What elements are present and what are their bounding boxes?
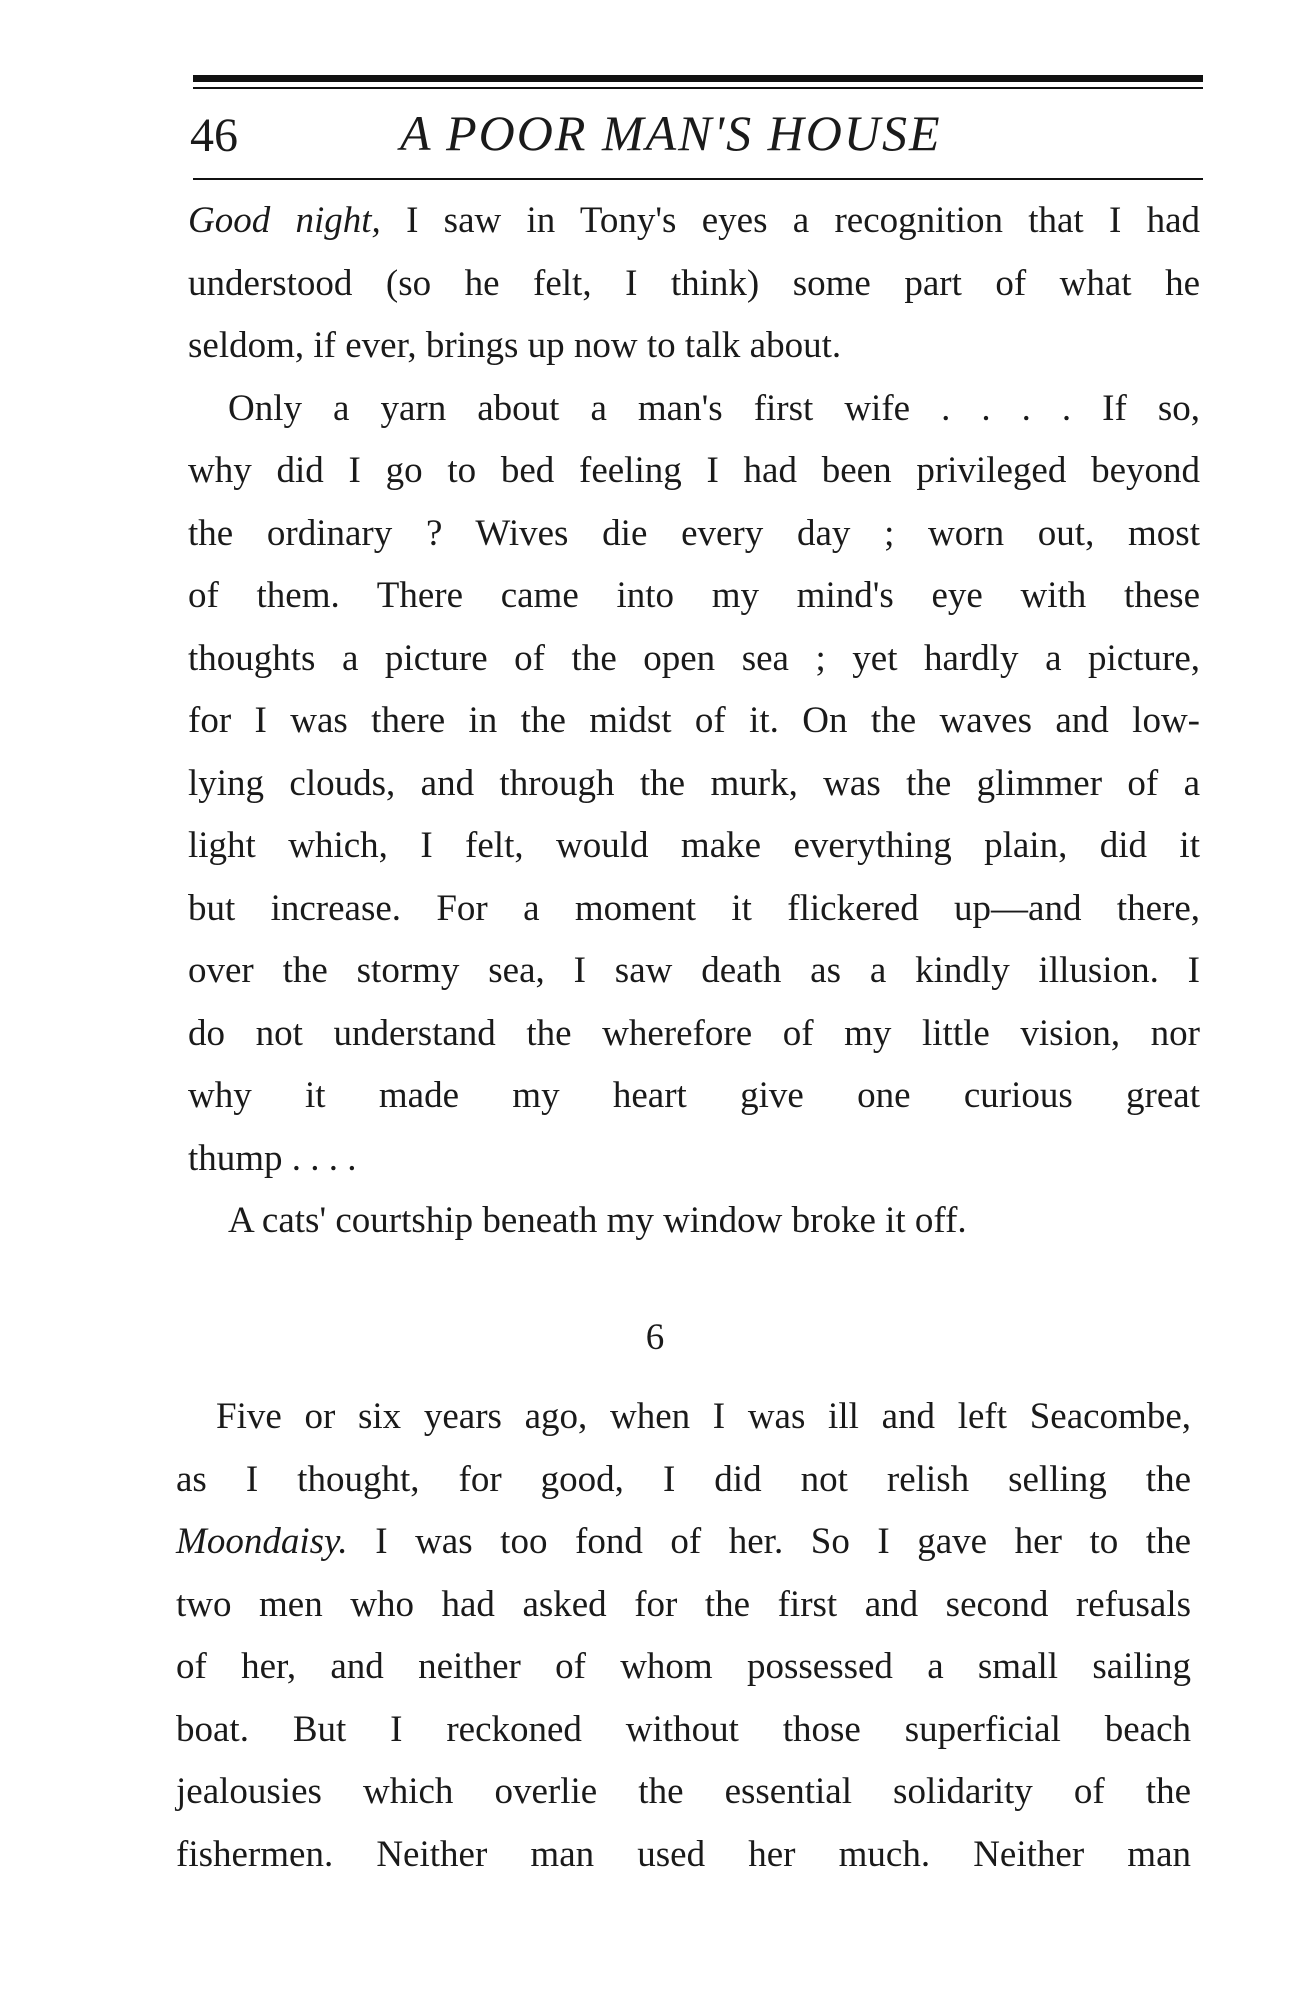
text-line: light which, I felt, would make everything plain, did it (188, 825, 1200, 866)
text-line: of them. There came into my mind's eye with these (188, 575, 1200, 616)
page-header (190, 100, 1205, 170)
text-line: of her, and neither of whom possessed a small sailing (176, 1646, 1191, 1687)
text-line: why did I go to bed feeling I had been privileged beyond (188, 450, 1200, 491)
text-line: A cats' courtship beneath my window broke it off. (228, 1200, 967, 1241)
header-rule-thin (193, 87, 1203, 89)
text-line: for I was there in the midst of it. On the waves and low- (188, 700, 1200, 741)
text-line: lying clouds, and through the murk, was the glimmer of a (188, 762, 1200, 804)
text-line: but increase. For a moment it flickered up—and there, (188, 887, 1200, 929)
running-title: A POOR MAN'S HOUSE (400, 105, 942, 161)
text-line: why it made my heart give one curious great (188, 1075, 1200, 1116)
text-line: thump . . . . (188, 1137, 357, 1179)
italic-boat-name: Moondaisy. (176, 1521, 348, 1562)
page-number: 46 (190, 109, 238, 162)
text-line (176, 1511, 1191, 1574)
text-line: boat. But I reckoned without those superficial beach (176, 1708, 1191, 1750)
paragraph-block-1 (188, 190, 1200, 1253)
text-line: over the stormy sea, I saw death as a kindly illusion. I (188, 950, 1200, 991)
line-text: I was too fond of her. So I gave her to the (347, 1521, 1191, 1562)
text-line: do not understand the wherefore of my little vision, nor (188, 1012, 1200, 1054)
text-line: two men who had asked for the first and second refusals (176, 1583, 1191, 1625)
text-line: Only a yarn about a man's first wife . . . . If so, (228, 387, 1200, 429)
header-underline (193, 178, 1203, 180)
text-line: understood (so he felt, I think) some part of what he (188, 262, 1200, 304)
line-text: I saw in Tony's eyes a recognition that I had (380, 200, 1200, 241)
text-line: seldom, if ever, brings up now to talk about. (188, 325, 842, 366)
header-rule-thick (193, 75, 1203, 82)
text-line: thoughts a picture of the open sea ; yet hardly a picture, (188, 637, 1200, 679)
text-line: Five or six years ago, when I was ill and left Seacombe, (216, 1396, 1191, 1437)
text-line: jealousies which overlie the essential solidarity of the (176, 1771, 1191, 1812)
text-line (188, 190, 1200, 253)
text-line: the ordinary ? Wives die every day ; worn out, most (188, 512, 1200, 554)
paragraph-block-2 (176, 1386, 1191, 1886)
text-line: as I thought, for good, I did not relish selling the (176, 1458, 1191, 1500)
text-line: fishermen. Neither man used her much. Neither man (176, 1833, 1191, 1875)
section-number: 6 (645, 1317, 665, 1358)
italic-phrase: Good night, (188, 200, 381, 241)
